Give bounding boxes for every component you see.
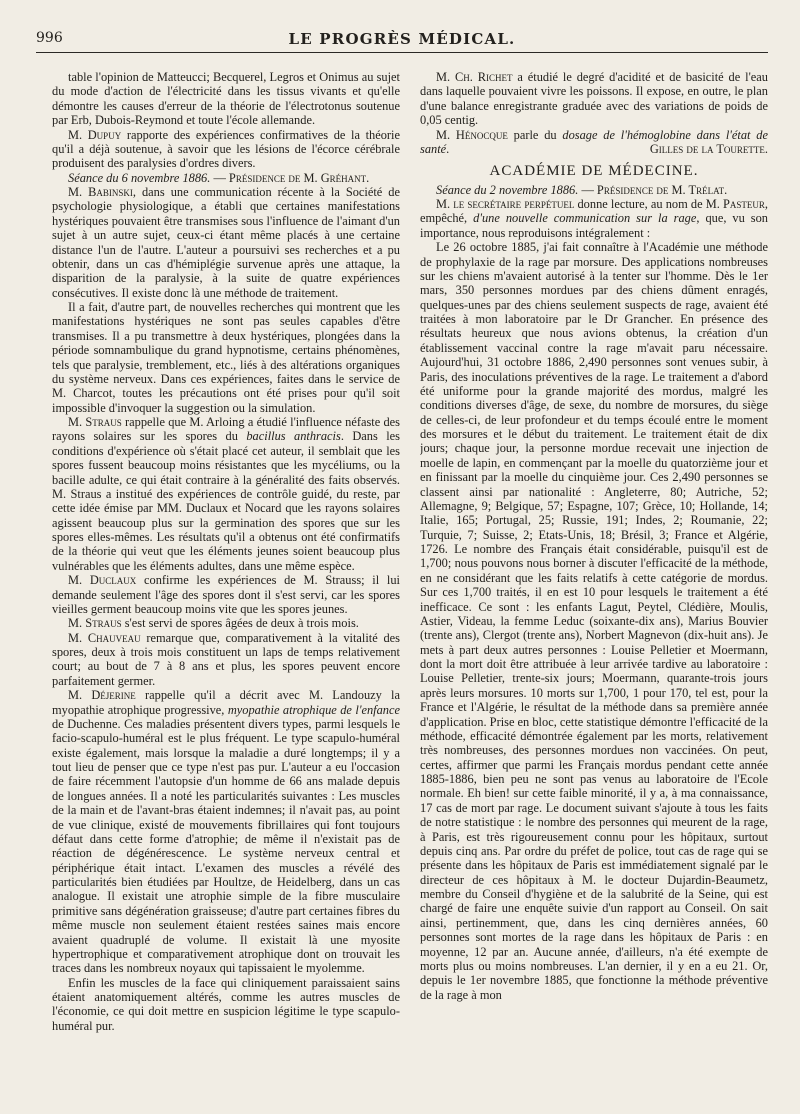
speaker-name: M. Dupuy	[68, 127, 122, 142]
page-header	[36, 30, 768, 53]
paragraph: M. Déjerine rappelle qu'il a décrit avec M. Landouzy la myopathie atrophique progressive, myopathie atrophique de l'enfance de Duchenne. Ces maladies présentent divers types, parmi lesquels le facio-scapulo-huméral est le plus fréquent. Le type scapulo-huméral existe également, mais lorsque la maladie a duré longtemps; il y a tout lieu de penser que ce type n'est pas pur. L'auteur a eu l'occasion de faire récemment l'autopsie d'un homme de 66 ans malade depuis de longues années. Il a noté les particularités suivantes : Les muscles de la main et de l'avant-bras étaient indemnes; il n'avait pas, au point de vue clinique, existé de mouvements fibrillaires qui font toujours défaut dans cette forme d'atrophie; de même il n'existait pas de réaction de dégénérescence. Le système nerveux central et périphérique était intact. L'examen des muscles a révélé des particularités bien étudiées par Houltze, de Heidelberg, dans un cas analogue. Il existait une atrophie simple de la fibre musculaire primitive sans dégénération graisseuse; d'autre part certaines fibres du même muscle non seulement étaient restées saines mais encore avaient quadruplé de volume. Il existait là une myosite hypertrophique et comparativement atrophique dont on trouvait les traces dans les nombreux noyaux qui tapissaient le myolemme.	[52, 688, 400, 976]
paragraph: M. Dupuy rapporte des expériences confirmatives de la théorie qu'il a déjà soutenue, à savoir que les lésions de l'écorce cérébrale produisent des paralysies d'ordres divers.	[52, 127, 400, 171]
left-column	[52, 70, 400, 1082]
journal-title: LE PROGRÈS MÉDICAL.	[288, 30, 516, 48]
speaker-name: M. Déjerine	[68, 688, 136, 703]
author-signature: Gilles de la Tourette.	[649, 141, 768, 156]
paragraph: M. Hénocque parle du dosage de l'hémoglobine dans l'état de santé. Gilles de la Tourette.	[420, 127, 768, 156]
right-column	[420, 70, 768, 1082]
paragraph: M. le secrétaire perpétuel donne lecture, au nom de M. Pasteur, empêché, d'une nouvelle communication sur la rage, que, vu son importance, nous reproduisons intégralement :	[420, 197, 768, 240]
paragraph: M. Babinski, dans une communication récente à la Société de psychologie physiologique, a établi que certaines manifestations hystériques pouvaient être transmises sous l'influence de l'aimant d'un sujet à un autre sujet, ceux-ci étant même placés à une certaine distance l'un de l'autre. L'auteur a poursuivi ses recherches et a pu obtenir, dans un cas d'hémiplégie survenue après une attaque, la disparition de la paralysie, à la suite de quatre expériences consécutives. Il existe donc là une méthode de traitement.	[52, 185, 400, 300]
paragraph: M. Straus rappelle que M. Arloing a étudié l'influence néfaste des rayons solaires sur les spores du bacillus anthracis. Dans les conditions d'expérience où s'était placé cet auteur, il semblait que les spores fussent beaucoup moins résistantes que les mycéliums, ou la bacille adulte, ce qui était contraire à la généralité des faits observés. M. Straus a institué des expériences de contrôle guidé, du reste, par cette idée émise par MM. Duclaux et Nocard que les rayons solaires agissent beaucoup plus sur la germination des spores que sur les spores elles-mêmes. Les résultats qu'il a obtenus ont été confirmatifs de la théorie qui veut que les éléments jeunes soient beaucoup plus vulnérables que les éléments adultes, dans une même espèce.	[52, 415, 400, 573]
paragraph: M. Chauveau remarque que, comparativement à la vitalité des spores, deux à trois mois constituent un laps de temps relativement court; au bout de 7 à 8 ans et plus, les spores peuvent encore parfaitement germer.	[52, 630, 400, 688]
paragraph: Le 26 octobre 1885, j'ai fait connaître à l'Académie une méthode de prophylaxie de la rage par morsure. Des applications nombreuses sur les chiens m'avaient autorisé à la tenter sur l'homme. Dès le 1er mars, 350 personnes mordues par des chiens dûment enragés, quelques-unes par des chiens seulement suspects de rage, avaient été traitées à mon laboratoire par le Dr Grancher. En présence des résultats heureux que nous avions obtenus, la création d'un établissement vaccinal contre la rage m'avait paru nécessaire. Aujourd'hui, 31 octobre 1886, 2,490 personnes sont venues subir, à Paris, des inoculations préventives de la rage. Le traitement a d'abord été uniforme pour la grande majorité des mordus, malgré les conditions diverses d'âge, de sexe, du nombre de morsures, du siège de celles-ci, de leur profondeur et du temps écoulé entre le moment des morsures et le début du traitement. Le traitement était de dix jours; chaque jour, la personne mordue recevait une injection de moelle de lapin, en commençant par la moelle du quatorzième jour et en finissant par la moelle du cinquième jour. Ces 2,490 personnes se classent ainsi par nationalité : Angleterre, 80; Autriche, 52; Allemagne, 9; Belgique, 57; Espagne, 107; Grèce, 10; Hollande, 14; Italie, 165; Portugal, 25; Russie, 191; Indes, 2; Roumanie, 22; Turquie, 7; Suisse, 2; Etats-Unis, 18; Brésil, 3; France et Algérie, 1726. Le nombre des Français était considérable, puisqu'il est de 1,700; nous pouvons nous borner à discuter l'efficacité de la méthode, en ne considérant que les faits relatifs à cette catégorie de mordus. Sur ces 1,700 traités, il en est 10 pour lesquels le traitement a été inefficace. Ce sont : les enfants Lagut, Peytel, Clédière, Moulis, Astier, Videau, la femme Leduc (soixante-dix ans), Marius Bouvier (trente ans), Clergot (trente ans), Norbert Magnevon (dix-huit ans). Je mets à part deux autres personnes : Louise Pelletier et Moermann, dont la mort doit être attribuée à leur arrivée tardive au laboratoire : Louise Pelletier, trente-six jours; Moermann, quarante-trois jours après leurs morsures. 10 morts sur 1,700, 1 pour 170, tel est, pour la France et l'Algérie, le résultat de la méthode dans sa première année d'application. Prise en bloc, cette statistique démontre l'efficacité de la méthode, efficacité démontrée également par les morts, relativement très nombreuses, des personnes mordues non vaccinées. On peut, certes, affirmer que parmi les Français mordus pendant cette année 1885-1886, bien peu ne sont pas venus au laboratoire de l'Ecole normale. Eh bien! sur cette faible minorité, il y a, à ma connaissance, 17 cas de mort par rage. Le document suivant s'ajoute à tous les faits de notre statistique : le nombre des personnes qui meurent de la rage, à Paris, est très rigoureusement connu pour les hôpitaux, surtout depuis cinq ans. Par ordre du préfet de police, tout cas de rage qui se présente dans les hôpitaux de Paris est immédiatement signalé par le directeur de ces hôpitaux à M. le docteur Dujardin-Beaumetz, membre du Conseil d'hygiène et de la salubrité de la Seine, qui est chargé de faire une enquête suivie d'un rapport au Conseil. On sait ainsi, pertinemment, que, dans les cinq dernières années, 60 personnes sont mortes de la rage dans les hôpitaux de Paris : en moyenne, 12 par an. Aucune année, d'ailleurs, n'a été exempte de morts plus ou moins nombreuses. L'an dernier, il y en a eu 21. Or, depuis le 1er novembre 1885, que fonctionne la méthode préventive de la rage à mon	[420, 240, 768, 1002]
session-line: Séance du 2 novembre 1886. — Présidence de M. Trélat.	[436, 182, 728, 197]
paragraph: M. Ch. Richet a étudié le degré d'acidité et de basicité de l'eau dans laquelle pouvaient vivre les poissons. Il expose, en outre, le plan d'une balance enregistrante graduée avec des variations de poids de 0,05 centig.	[420, 70, 768, 128]
speaker-name: M. le secrétaire perpétuel	[436, 197, 575, 211]
speaker-name: M. Straus	[68, 415, 122, 429]
paragraph: Enfin les muscles de la face qui cliniquement paraissaient sains étaient anatomiquement altérés, comme les autres muscles de l'économie, ce qui doit mettre en suspicion légitime le type scapulo-huméral pur.	[52, 975, 400, 1033]
speaker-name: M. Hénocque	[436, 127, 508, 142]
paragraph: M. Duclaux confirme les expériences de M. Strauss; il lui demande seulement l'âge des spores dont il s'est servi, car les spores vieilles germent beaucoup moins vite que les spores jeunes.	[52, 573, 400, 616]
session-line: Séance du 6 novembre 1886. — Présidence de M. Gréhant.	[68, 170, 370, 185]
speaker-name: M. Chauveau	[68, 630, 141, 645]
paragraph: Il a fait, d'autre part, de nouvelles recherches qui montrent que les manifestations hystériques ne sont pas seules capables d'être transmises. Il a pu transmettre à deux hystériques, plongées dans la période somnambulique du grand hypnotisme, certains phénomènes, tels que paralysie, tremblement, etc., liés à des altérations organiques du système nerveux. Dans ces expériences, faites dans le service de M. Charcot, toutes les précautions ont été prises pour qu'il soit impossible d'invoquer la suggestion ou la simulation.	[52, 300, 400, 415]
speaker-name: M. Straus	[68, 616, 122, 631]
paragraph: table l'opinion de Matteucci; Becquerel, Legros et Onimus au sujet du mode d'action de l'électricité dans les tissus vivants et qu'elle démontre les causes d'erreur de la théorie de l'électrotonus soutenue par Erb, Dubois-Reymond et toute l'école allemande.	[52, 70, 400, 128]
speaker-name: M. Babinski	[68, 185, 133, 199]
speaker-name: M. Ch. Richet	[436, 70, 513, 84]
section-heading: ACADÉMIE DE MÉDECINE.	[489, 163, 699, 180]
speaker-name: M. Duclaux	[68, 573, 137, 588]
page-number: 996	[36, 30, 63, 46]
paragraph: M. Straus s'est servi de spores âgées de deux à trois mois.	[68, 616, 359, 631]
